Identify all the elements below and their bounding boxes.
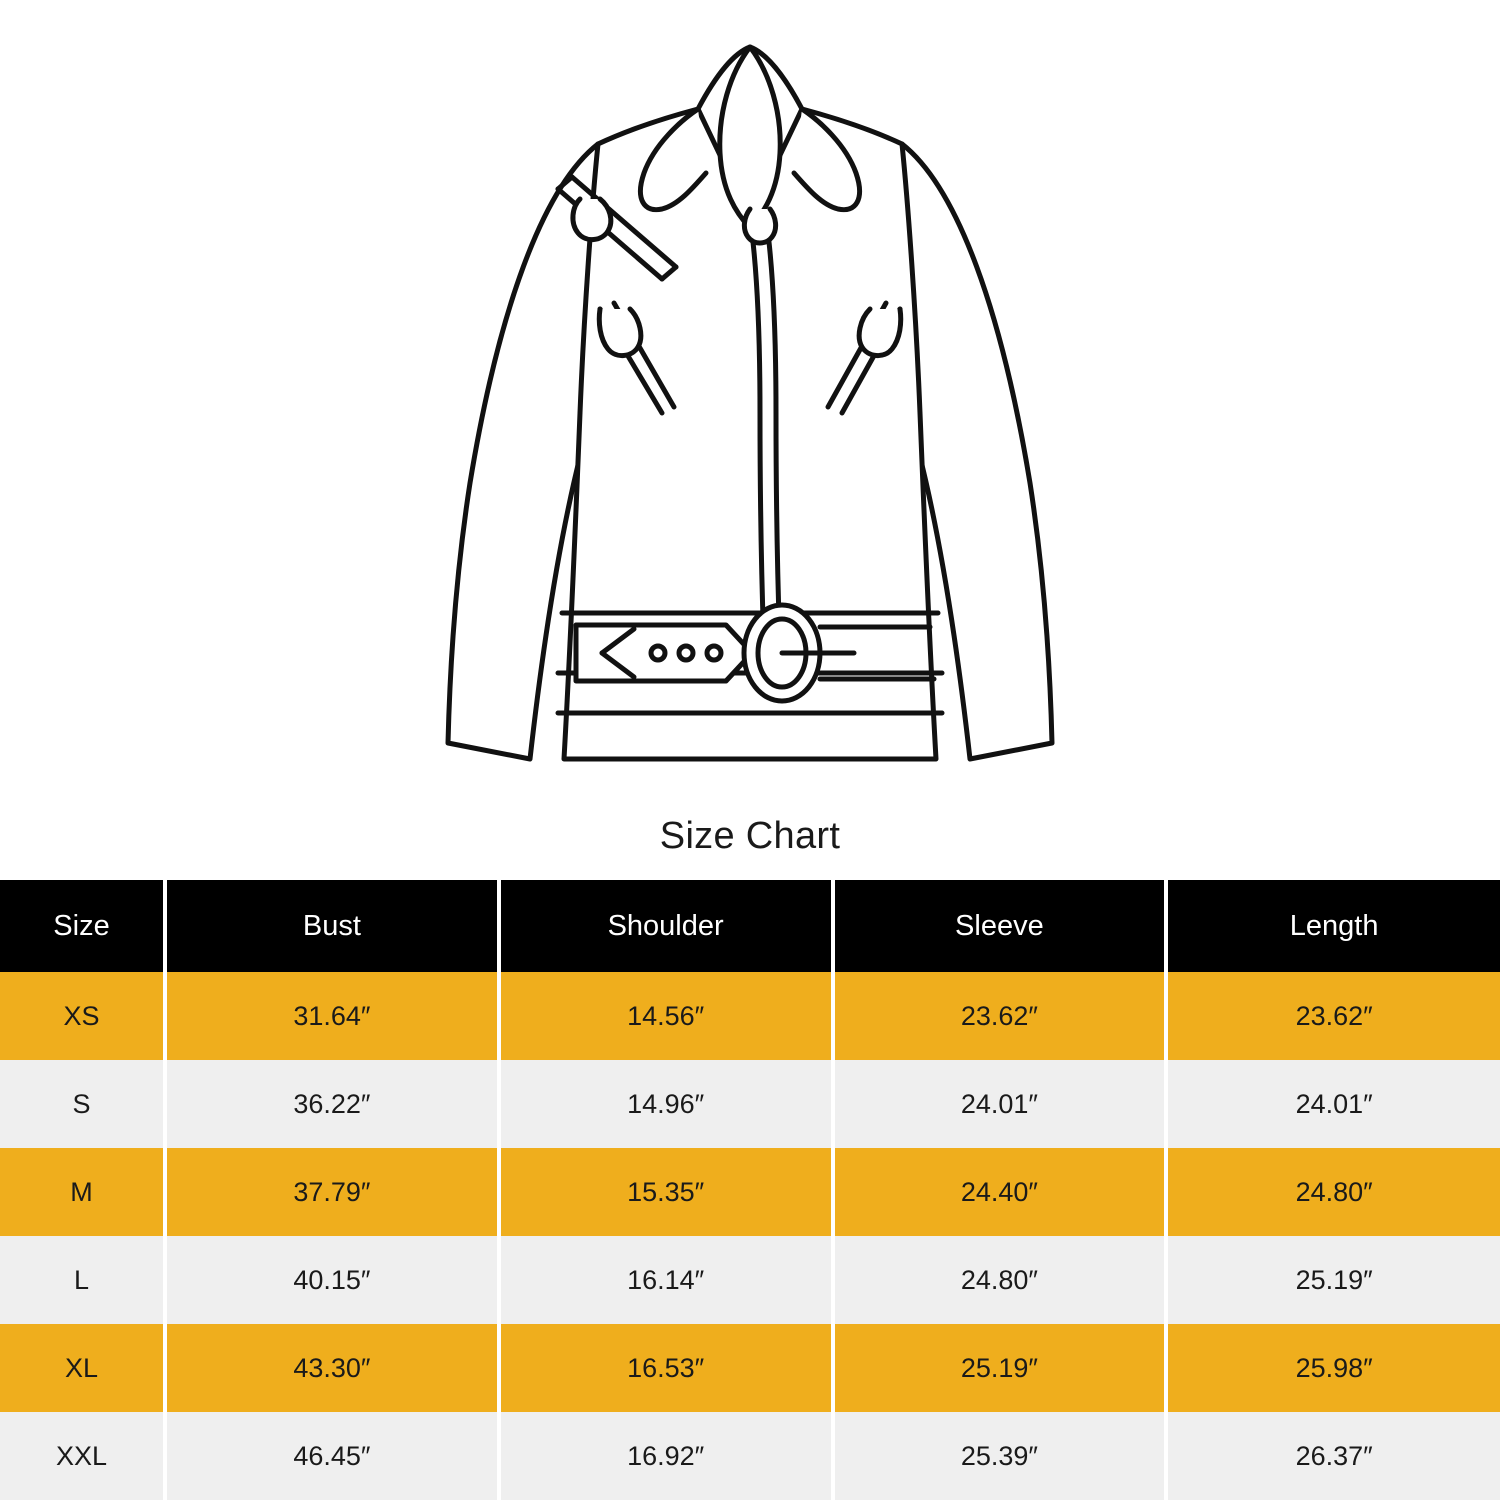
table-row <box>0 1412 1500 1500</box>
jacket-line-art-icon <box>430 13 1070 803</box>
cell-size: XL <box>0 1324 165 1412</box>
cell-size: L <box>0 1236 165 1324</box>
cell-bust: 43.30″ <box>165 1324 499 1412</box>
column-header-shoulder: Shoulder <box>499 880 833 972</box>
cell-bust: 31.64″ <box>165 972 499 1060</box>
cell-bust: 37.79″ <box>165 1148 499 1236</box>
column-header-bust: Bust <box>165 880 499 972</box>
table-header-row <box>0 880 1500 972</box>
size-table-container <box>0 880 1500 1500</box>
table-row <box>0 1236 1500 1324</box>
cell-shoulder: 14.56″ <box>499 972 833 1060</box>
table-row <box>0 1148 1500 1236</box>
column-header-sleeve: Sleeve <box>833 880 1167 972</box>
cell-length: 25.98″ <box>1166 1324 1500 1412</box>
cell-length: 24.80″ <box>1166 1148 1500 1236</box>
cell-shoulder: 16.14″ <box>499 1236 833 1324</box>
cell-sleeve: 25.19″ <box>833 1324 1167 1412</box>
table-body <box>0 972 1500 1500</box>
cell-shoulder: 16.53″ <box>499 1324 833 1412</box>
cell-size: S <box>0 1060 165 1148</box>
cell-sleeve: 25.39″ <box>833 1412 1167 1500</box>
cell-sleeve: 24.40″ <box>833 1148 1167 1236</box>
cell-length: 23.62″ <box>1166 972 1500 1060</box>
cell-size: M <box>0 1148 165 1236</box>
cell-shoulder: 16.92″ <box>499 1412 833 1500</box>
cell-length: 25.19″ <box>1166 1236 1500 1324</box>
cell-shoulder: 14.96″ <box>499 1060 833 1148</box>
column-header-size: Size <box>0 880 165 972</box>
page-title: Size Chart <box>659 815 841 857</box>
cell-bust: 46.45″ <box>165 1412 499 1500</box>
cell-bust: 40.15″ <box>165 1236 499 1324</box>
cell-length: 24.01″ <box>1166 1060 1500 1148</box>
table-header <box>0 880 1500 972</box>
cell-size: XS <box>0 972 165 1060</box>
size-chart-table <box>0 880 1500 1500</box>
cell-sleeve: 23.62″ <box>833 972 1167 1060</box>
cell-sleeve: 24.01″ <box>833 1060 1167 1148</box>
cell-bust: 36.22″ <box>165 1060 499 1148</box>
cell-sleeve: 24.80″ <box>833 1236 1167 1324</box>
table-row <box>0 1324 1500 1412</box>
table-row <box>0 972 1500 1060</box>
cell-length: 26.37″ <box>1166 1412 1500 1500</box>
column-header-length: Length <box>1166 880 1500 972</box>
table-row <box>0 1060 1500 1148</box>
cell-shoulder: 15.35″ <box>499 1148 833 1236</box>
cell-size: XXL <box>0 1412 165 1500</box>
